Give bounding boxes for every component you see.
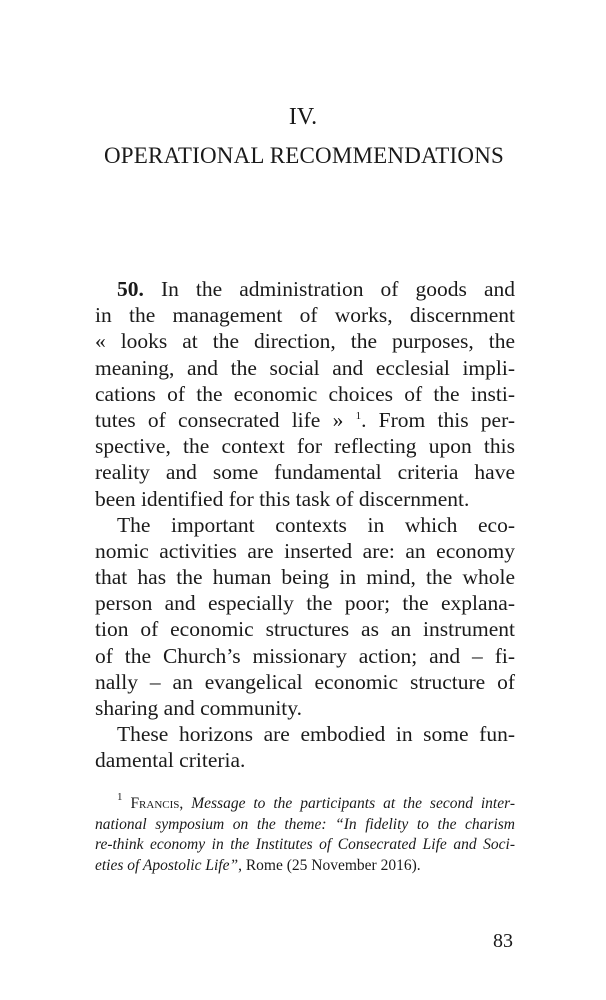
text-line: tion of economic structures as an instrument [95, 617, 515, 642]
text-line: These horizons are embodied in some fun- [117, 722, 515, 747]
paragraph-number: 50. [117, 277, 144, 301]
body-text [95, 276, 515, 774]
text-line: 50. In the administration of goods and [117, 277, 515, 301]
footnote-line: national symposium on the theme: “In fidelity to the charism [95, 815, 515, 833]
text-line: of the Church’s missionary action; and – fi- [95, 643, 515, 668]
text-line: meaning, and the social and ecclesial impli- [95, 355, 515, 380]
text-line: sharing and community. [95, 696, 303, 720]
text-line: The important contexts in which eco- [117, 512, 515, 537]
text-line: « looks at the direction, the purposes, the [95, 329, 515, 354]
footnote-marker: 1 [117, 791, 123, 803]
text-line: in the management of works, discernment [95, 303, 515, 328]
footnote-ref[interactable]: 1 [355, 409, 362, 422]
text-line: person and especially the poor; the explana- [95, 591, 515, 616]
text-line: nally – an evangelical economic structure of [95, 669, 515, 694]
text-line: tutes of consecrated life » $^1$. From this per- [95, 407, 515, 432]
chapter-title: OPERATIONAL RECOMMENDATIONS [103, 143, 505, 168]
text-line: spective, the context for reflecting upon this [95, 434, 515, 459]
chapter-number: IV. [288, 104, 318, 130]
text-line: damental criteria. [95, 748, 246, 773]
text-line: reality and some fundamental criteria have [95, 460, 515, 485]
footnote-line: re-think economy in the Institutes of Consecrated Life and Soci- [95, 836, 515, 853]
footnote-line: eties of Apostolic Life”, Rome (25 November 2016). [95, 856, 421, 874]
text-line: been identified for this task of discernment. [95, 486, 470, 511]
text-line: nomic activities are inserted are: an economy [95, 538, 515, 563]
page-number: 83 [493, 930, 513, 952]
text-line: cations of the economic choices of the insti- [95, 381, 515, 406]
text-line: that has the human being in mind, the whole [95, 565, 515, 590]
footnote-line: $^1$ Francis, Message to the participants at the second inter- [117, 791, 516, 812]
footnote [95, 791, 516, 876]
